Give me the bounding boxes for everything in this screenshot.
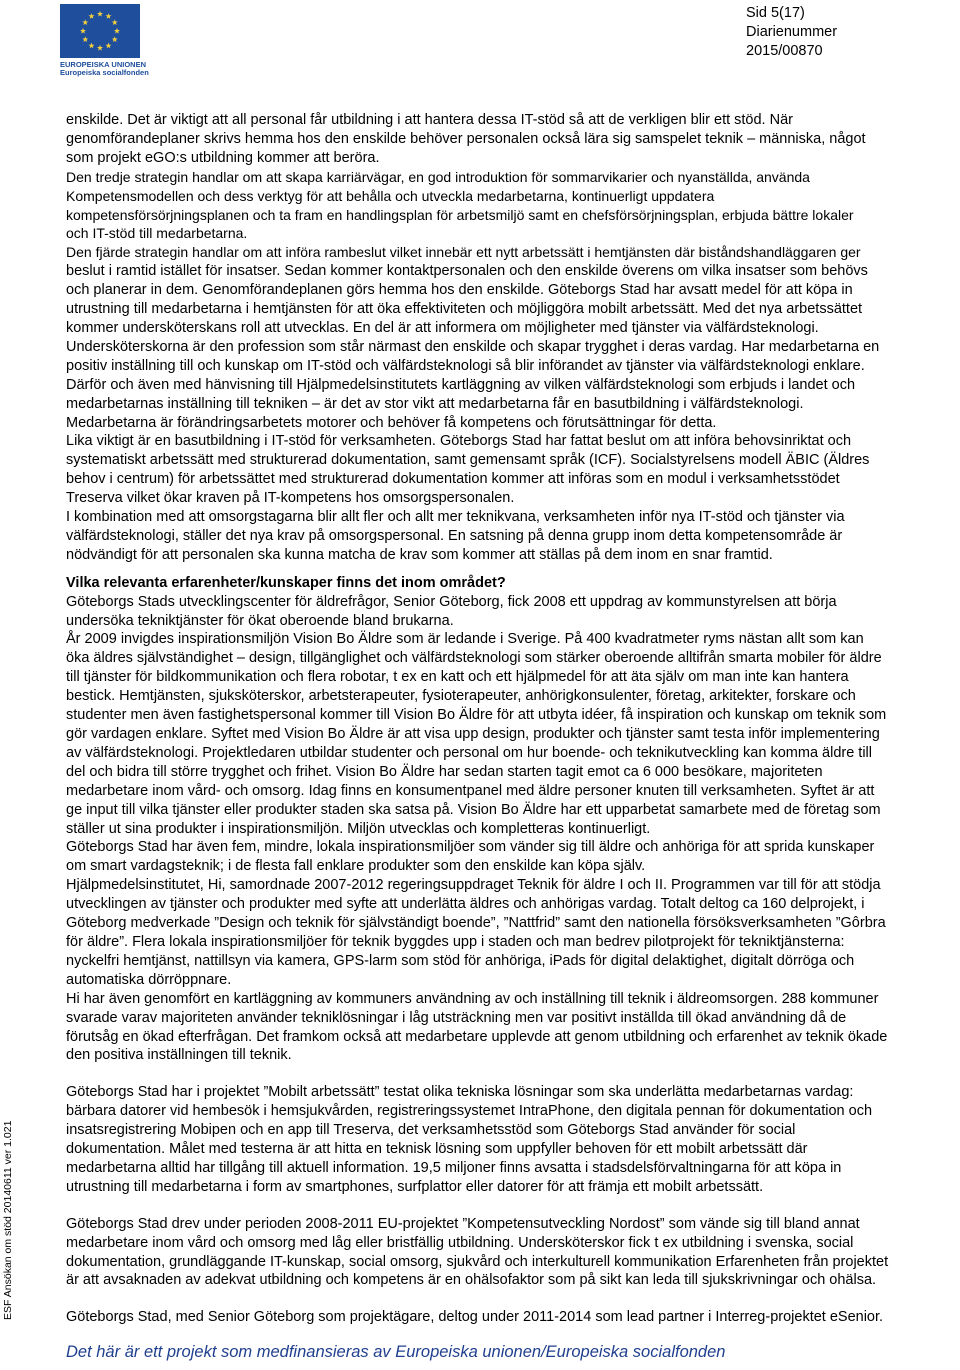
eu-flag-icon	[60, 4, 140, 58]
star-icon	[97, 45, 103, 51]
star-icon	[97, 11, 103, 17]
text-line: del och bidra till större trygghet och frihet. Vision Bo Äldre har sedan starten tagit emot ca 6 000 besökare, majoriteten	[66, 763, 823, 780]
text-line: gör vardagen enklare. Syftet med Vision Bo Äldre är att visa upp design, produkter och tjänster samt testa inför implementering	[66, 726, 880, 742]
text-line: Hjälpmedelsinstitutet, Hi, samordnade 2007-2012 regeringsuppdraget Teknik för äldre I och II. Programmen var till för att stödja	[66, 877, 881, 894]
text-line: Göteborg medverkade ”Design och teknik för självständigt boende”, ”Nattfrid” samt den nationella försöksverksamheten ”Gôrbra	[66, 915, 886, 932]
text-line: År 2009 invigdes inspirationsmiljön Vision Bo Äldre som är ledande i Sverige. På 400 kvadratmeter ryms nästan allt som kan	[66, 631, 864, 648]
text-line: bestick. Hemtjänsten, sjuksköterskor, arbetsterapeuter, fysioterapeuter, anhörigkonsulenter, företag, arkitekter, forskare och	[66, 688, 856, 705]
text-line: positiv inställning till och kunskap om IT-stöd och välfärdsteknologi så blir införandet av tjänster via välfärdsteknologi enklare.	[66, 357, 865, 374]
text-line: beslut i ramtid istället för insatser. Sedan kommer kontaktpersonalen och den enskilde överens om vilka insatser som behövs	[66, 263, 868, 280]
text-line: undersöka tekniktjänster för ökat oberoende bland brukarna.	[66, 612, 454, 629]
text-line: automatiska dörröppnare.	[66, 971, 232, 988]
text-line: medarbetarnas inställning till tekniken – är det av stor vikt att medarbetarna får en basutbildning i välfärdsteknologi.	[66, 395, 804, 412]
text-line: Hi har även genomfört en kartläggning av kommuners användning av och inställning till teknik i äldreomsorgen. 288 kommuner	[66, 990, 879, 1007]
text-line: Den tredje strategin handlar om att skapa karriärvägar, en god introduktion för sommarvikarier och nyanställda, använda	[66, 168, 810, 185]
text-line: Göteborgs Stad har i projektet ”Mobilt arbetssätt” testat olika tekniska lösningar som ska underlätta medarbetarnas vardag:	[66, 1084, 854, 1101]
sidebar-version-text: ESF Ansökan om stöd 20140611 ver 1.021	[2, 1120, 14, 1320]
text-line: är att avsaknaden av adekvat utbildning och kompetens är en ohälsofaktor som på sikt kan leda till sjukskrivningar och ohälsa.	[66, 1272, 877, 1289]
text-line: Göteborgs Stads utvecklingscenter för äldrefrågor, Senior Göteborg, fick 2008 ett uppdrag av kommunstyrelsen att börja	[66, 593, 837, 610]
star-icon	[82, 19, 88, 25]
text-line: insatsregistrering Mobipen och en app till Treserva, det verksamhetsstöd som Göteborgs Stad använder för social	[66, 1122, 796, 1139]
text-line: Därför och även med hänvisning till Hjälpmedelsinstitutets kartläggning av vilken välfärdsteknologi som erbjuds i landet och	[66, 376, 856, 393]
logo-line-1: EUROPEISKA UNIONEN	[60, 60, 146, 69]
text-line: Lika viktigt är en basutbildning i IT-stöd för verksamheten. Göteborgs Stad har fattat beslut om att införa behovsinriktat och	[66, 433, 852, 450]
text-line: medarbetare inom vård och omsorg med låg eller bristfällig utbildning. Undersköterskor fick t ex utbildning i svenska, social	[66, 1234, 854, 1251]
paragraph-gap	[66, 1290, 956, 1308]
text-line: nödvändigt för att personalen ska kunna matcha de krav som kommer att ställas på dem inom en snar framtid.	[66, 546, 773, 563]
text-line: och planerar in dem. Genomförandeplanen görs hemma hos den enskilde. Göteborgs Stad har avsatt medel för att köpa in	[66, 282, 853, 299]
text-line: behov i centrum) för arbetssättet med strukturerad dokumentation kommer att införas som en modul i verksamhetsstödet	[66, 471, 840, 488]
eu-logo	[60, 4, 149, 77]
paragraph-gap	[66, 565, 956, 574]
star-icon	[112, 19, 118, 25]
star-icon	[105, 13, 111, 19]
text-line: av välfärdsteknologi. Projektledaren utbildar studenter och personal om hur boende- och teknikutveckling kan komma äldre till	[66, 744, 872, 761]
text-line: som projekt eGO:s utbildning kommer att beröra.	[66, 149, 380, 166]
text-line: utrustning till medarbetarna i hemtjänsten för att öka effektiviteten och möjliggöra mobilt arbetssätt. Med det nya arbetssättet	[66, 301, 863, 318]
star-icon	[88, 13, 94, 19]
star-icon	[105, 43, 111, 49]
text-line: den positiva inställningen till teknik.	[66, 1047, 292, 1064]
paragraph-gap	[66, 1197, 956, 1215]
text-line: för äldre”. Flera lokala inspirationsmiljöer för teknik byggdes upp i staden och man bedrev pilotprojekt för tekniktjänsterna:	[66, 933, 845, 950]
star-icon	[82, 36, 88, 42]
text-line: svarade varav majoriteten använder tekniklösningar i låg utsträckning men var positivt inställda till ökad användning då de	[66, 1009, 847, 1026]
eu-stars	[60, 4, 140, 58]
document-body	[66, 111, 956, 1327]
text-line: om smart vardagsteknik; i de flesta fall enklare produkter som den enskilde kan köpa själv.	[66, 858, 646, 875]
text-line: till tjänster för bildkommunikation och flera robotar, t ex en katt och ett hjälpmedel för att äta själv om man inte kan hantera	[66, 669, 849, 686]
text-line: välfärdsteknologi, ställer det nya krav på omsorgspersonal. En satsning på denna grupp inom detta kompetensområde är	[66, 527, 843, 544]
text-line: dokumentation. Målet med testerna är att hitta en teknisk lösning som uppfyller behoven för ett mobilt arbetssätt där	[66, 1141, 808, 1158]
text-line: öka äldres självständighet – design, tillgänglighet och välfärdsteknologi som stärker oberoende alltifrån smarta mobiler för äldre	[66, 650, 882, 667]
text-line: I kombination med att omsorgstagarna blir allt fler och allt mer teknikvana, verksamheten inför nya IT-stöd och tjänster via	[66, 509, 845, 526]
text-line: förutsåg en ökad efterfrågan. Det framkom också att medarbetare upplevde att genom utbildning och erfarenhet av teknik ökade	[66, 1028, 888, 1045]
text-line: ställer ut sina produkter i inspirationsmiljön. Miljön utvecklas och kompletteras kontinuerligt.	[66, 820, 651, 837]
star-icon	[80, 28, 86, 34]
text-line: nyckelfri hemtjänst, nattillsyn via kamera, GPS-larm som stöd för anhöriga, iPads för digital delaktighet, digitalt dörröga och	[66, 952, 855, 969]
text-line: medarbetarna alltid har tillgång till aktuell information. 19,5 miljoner finns avsatta i stadsdelsförvaltningarna för att köpa in	[66, 1159, 842, 1176]
text-line: Kompetensmodellen och dess verktyg för att behålla och utveckla medarbetarna, kontinuerligt uppdatera	[66, 187, 715, 204]
text-line: kommer undersköterskans roll att utvecklas. En del är att informera om möjligheter med tjänster via välfärdsteknologi.	[66, 319, 819, 336]
text-line: Den fjärde strategin handlar om att införa rambeslut vilket innebär ett nytt arbetssätt i hemtjänsten där biståndshandläggaren ger	[66, 244, 861, 261]
text-line: studenter men även fastighetspersonal kommer till Vision Bo Äldre för att utbyta idéer, få inspiration och kunskap om teknik som	[66, 707, 887, 724]
section-heading: Vilka relevanta erfarenheter/kunskaper finns det inom området?	[66, 574, 506, 591]
registry-label: Diarienummer	[746, 24, 838, 40]
text-line: utrustning till medarbetarna i form av smartphones, surfplattor eller datorer för att främja ett mobilt arbetssätt.	[66, 1178, 764, 1195]
text-line: Göteborgs Stad har även fem, mindre, lokala inspirationsmiljöer som vänder sig till äldre och anhöriga för att sprida kunskaper	[66, 839, 875, 856]
text-line: utvecklingen av tjänster och produkter med syfte att underlätta äldres och anhörigas vardag. Totalt deltog ca 160 delprojekt, i	[66, 896, 865, 913]
text-line: genomförandeplaner skrivs hemma hos den enskilde behöver personalen också lära sig samspelet teknik – människa, något	[66, 130, 866, 147]
page-header	[746, 4, 837, 61]
text-line: Medarbetarna är förändringsarbetets motorer och behöver få kompetens och förutsättningar för detta.	[66, 414, 717, 431]
text-line: dokumentation, grundläggande IT-kunskap, social omsorg, sjukvård och interkulturell kommunikation Erfarenheten från projektet	[66, 1253, 889, 1270]
logo-line-2: Europeiska socialfonden	[60, 68, 149, 77]
text-line: och IT-stöd till medarbetarna.	[66, 225, 248, 242]
text-line: medarbetare inom vård- och omsorg. Idag finns en konsumentpanel med äldre personer knuten till verksamheten. Syftet är att	[66, 782, 875, 799]
text-line: ge input till vilka tjänster eller produkter staden ska satsa på. Vision Bo Äldre har ett upparbetat samarbete med de företag som	[66, 801, 881, 818]
page-number: Sid 5(17)	[746, 5, 805, 21]
star-icon	[112, 36, 118, 42]
text-line: systematiskt arbetssätt med strukturerad dokumentation, samt gemensamt språk (ICF). Socialstyrelsens modell ÄBIC (Äldres	[66, 452, 870, 469]
registry-number: 2015/00870	[746, 43, 823, 59]
star-icon	[114, 28, 120, 34]
text-line: Undersköterskorna är den profession som står närmast den enskilde och skapar trygghet i deras vardag. Har medarbetarna en	[66, 338, 880, 355]
text-line: kompetensförsörjningsplanen och ta fram en handlingsplan för arbetsmiljö samt en chefsförsörjningsplan, erbjuda bättre lokaler	[66, 206, 854, 223]
star-icon	[88, 43, 94, 49]
text-line: enskilde. Det är viktigt att all personal får utbildning i att hantera dessa IT-stöd så att de verkligen blir ett stöd. När	[66, 112, 793, 128]
text-line: Göteborgs Stad drev under perioden 2008-2011 EU-projektet ”Kompetensutveckling Nordost” som vände sig till bland annat	[66, 1215, 860, 1232]
text-line: bärbara datorer vid hembesök i hemsjukvården, registreringssystemet IntraPhone, den digitala pennan för dokumentation och	[66, 1103, 873, 1120]
text-line: Treserva vilket ökar kraven på IT-kompetens hos omsorgspersonalen.	[66, 490, 515, 507]
text-line: Göteborgs Stad, med Senior Göteborg som projektägare, deltog under 2011-2014 som lead partner i Interreg-projektet eSenior.	[66, 1309, 884, 1326]
paragraph-gap	[66, 1065, 956, 1083]
footer-text: Det här är ett projekt som medfinansieras av Europeiska unionen/Europeiska socialfonden	[66, 1343, 726, 1361]
